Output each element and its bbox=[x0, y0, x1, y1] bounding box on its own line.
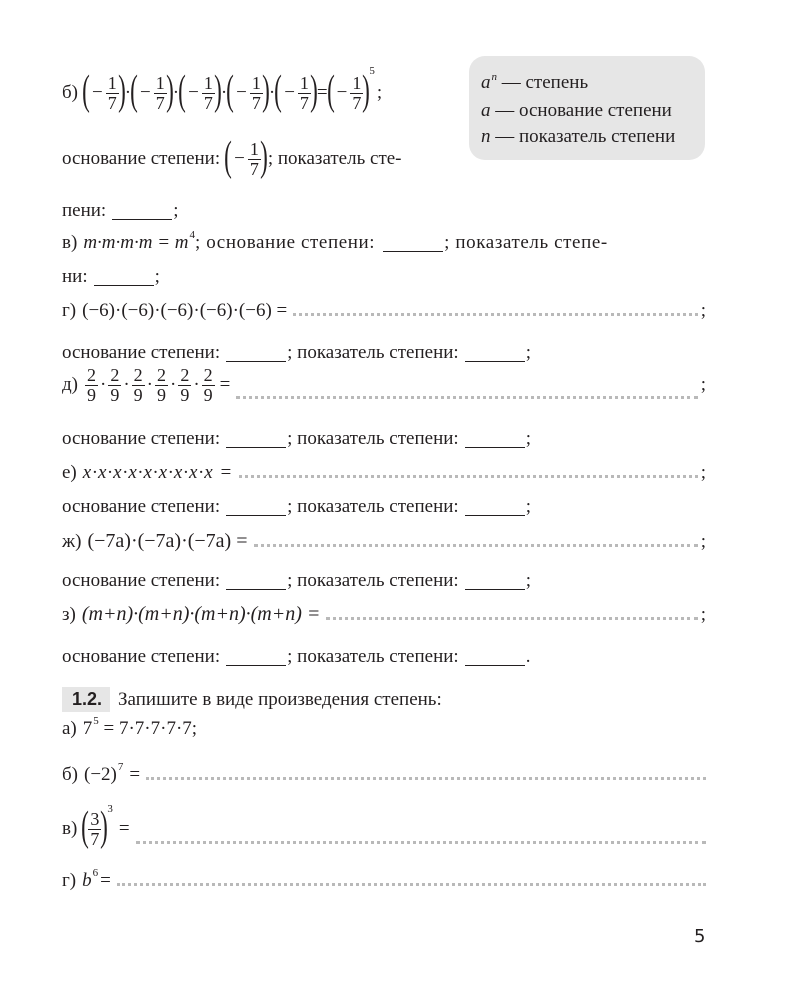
answer-blank[interactable] bbox=[226, 431, 286, 448]
fraction: $\frac{1}{7}$ bbox=[249, 138, 259, 179]
multiply-dot: · bbox=[220, 82, 228, 103]
item-1-2-g: г) b 6 = bbox=[62, 870, 706, 892]
definition-line-power: $a^n$ — степень bbox=[481, 71, 589, 93]
answer-blank[interactable] bbox=[226, 649, 286, 666]
answer-line: основание степени: ; показатель степени: ; bbox=[62, 496, 531, 517]
multiply-dot: · bbox=[123, 374, 130, 396]
fraction: $\frac{2}{9}$ bbox=[156, 365, 166, 405]
answer-line: основание степени: ; показатель степени: ; bbox=[62, 428, 531, 449]
answer-line: основание степени: ; показатель степени: . bbox=[62, 646, 531, 667]
exercise-number-badge: 1.2. bbox=[62, 687, 110, 712]
answer-blank[interactable] bbox=[112, 203, 172, 220]
item-v: в) m·m·m·m = m 4 ; основание степени: ; показатель степе- bbox=[62, 229, 608, 253]
fraction-factor: ( − $\frac{1}{7}$ ) bbox=[274, 68, 318, 114]
multiply-dot: · bbox=[124, 82, 132, 103]
fraction: $\frac{2}{9}$ bbox=[110, 365, 120, 405]
fraction-factor: ( − $\frac{1}{7}$ ) bbox=[130, 68, 174, 114]
item-d-factors bbox=[84, 366, 216, 405]
fraction-factor: ( − $\frac{1}{7}$ ) bbox=[226, 68, 270, 114]
item-zh: ж) (−7a)·(−7a)·(−7a) = ; bbox=[62, 530, 706, 552]
item-b-expression: б) ( − $\frac{1}{7}$ ) · ( − $\frac{1}{7}$ ) · ( − $\frac{1}{7}$ ) · ( − $\frac{1}{7}$ ) · ( − $\frac{1}{7}$ ) = ( − $\frac{1}{7}$ ) 5 ; bbox=[62, 65, 383, 114]
answer-blank[interactable] bbox=[226, 345, 286, 362]
answer-dotted-line[interactable] bbox=[136, 831, 706, 844]
answer-dotted-line[interactable] bbox=[239, 465, 697, 478]
definition-box bbox=[469, 56, 705, 160]
item-g: г) (−6)·(−6)·(−6)·(−6)·(−6) = ; bbox=[62, 300, 706, 321]
fraction-factor: ( − $\frac{1}{7}$ ) bbox=[326, 68, 371, 114]
answer-blank[interactable] bbox=[94, 269, 154, 286]
answer-dotted-line[interactable] bbox=[326, 607, 697, 620]
answer-blank[interactable] bbox=[465, 649, 525, 666]
answer-blank[interactable] bbox=[465, 499, 525, 516]
answer-blank[interactable] bbox=[226, 573, 286, 590]
answer-blank[interactable] bbox=[383, 235, 443, 252]
exercise-1-2-header bbox=[62, 687, 442, 712]
answer-line: основание степени: ; показатель степени: ; bbox=[62, 570, 531, 591]
fraction-factor: ( − $\frac{1}{7}$ ) bbox=[178, 68, 222, 114]
definition-line-base: a — основание степени bbox=[481, 100, 672, 121]
answer-dotted-line[interactable] bbox=[254, 534, 698, 547]
item-1-2-v: в) ( $\frac{3}{7}$ ) 3 = bbox=[62, 808, 706, 850]
answer-dotted-line[interactable] bbox=[293, 303, 697, 316]
item-b-answer-line1: основание степени: ( − $\frac{1}{7}$ ) ; показатель сте- bbox=[62, 134, 402, 180]
fraction: $\frac{2}{9}$ bbox=[133, 365, 143, 405]
multiply-dot: · bbox=[193, 374, 200, 396]
answer-dotted-line[interactable] bbox=[117, 873, 706, 886]
multiply-dot: · bbox=[172, 82, 180, 103]
answer-blank[interactable] bbox=[465, 573, 525, 590]
item-b-answer-line2: пени: ; bbox=[62, 200, 179, 221]
fraction: $\frac{3}{7}$ bbox=[90, 808, 100, 849]
fraction-factor: ( − $\frac{1}{7}$ ) bbox=[82, 68, 126, 114]
multiply-dot: · bbox=[146, 374, 153, 396]
multiply-dot: · bbox=[169, 374, 177, 396]
fraction: $\frac{2}{9}$ bbox=[180, 365, 190, 405]
answer-dotted-line[interactable] bbox=[236, 386, 697, 399]
answer-blank[interactable] bbox=[226, 499, 286, 516]
multiply-dot: · bbox=[100, 374, 107, 396]
item-1-2-b: б) (−2) 7 = bbox=[62, 764, 706, 786]
fraction: $\frac{2}{9}$ bbox=[87, 365, 96, 405]
answer-blank[interactable] bbox=[465, 345, 525, 362]
exercise-prompt: Запишите в виде произведения степень: bbox=[118, 688, 442, 710]
multiply-dot: · bbox=[268, 82, 276, 103]
answer-line: основание степени: ; показатель степени: ; bbox=[62, 342, 531, 363]
item-b-factors bbox=[82, 68, 371, 114]
fraction: $\frac{2}{9}$ bbox=[203, 365, 213, 405]
item-1-2-a: а) 7 5 = 7·7·7·7·7; bbox=[62, 715, 198, 739]
equals-sign: = bbox=[316, 82, 328, 103]
page-number: 5 bbox=[694, 926, 706, 947]
item-e: е) x·x·x·x·x·x·x·x·x = ; bbox=[62, 462, 706, 483]
definition-line-exponent: n — показатель степени bbox=[481, 126, 676, 147]
item-d: д) $\frac{2}{9}$ · $\frac{2}{9}$ · $\frac{2}{9}$ · $\frac{2}{9}$ · $\frac{2}{9}$ · $\frac{2}{9}$ = ; bbox=[62, 365, 706, 405]
answer-blank[interactable] bbox=[465, 431, 525, 448]
item-z: з) (m+n)·(m+n)·(m+n)·(m+n) = ; bbox=[62, 603, 706, 625]
answer-dotted-line[interactable] bbox=[146, 767, 706, 780]
item-v-line2: ни: ; bbox=[62, 266, 160, 287]
